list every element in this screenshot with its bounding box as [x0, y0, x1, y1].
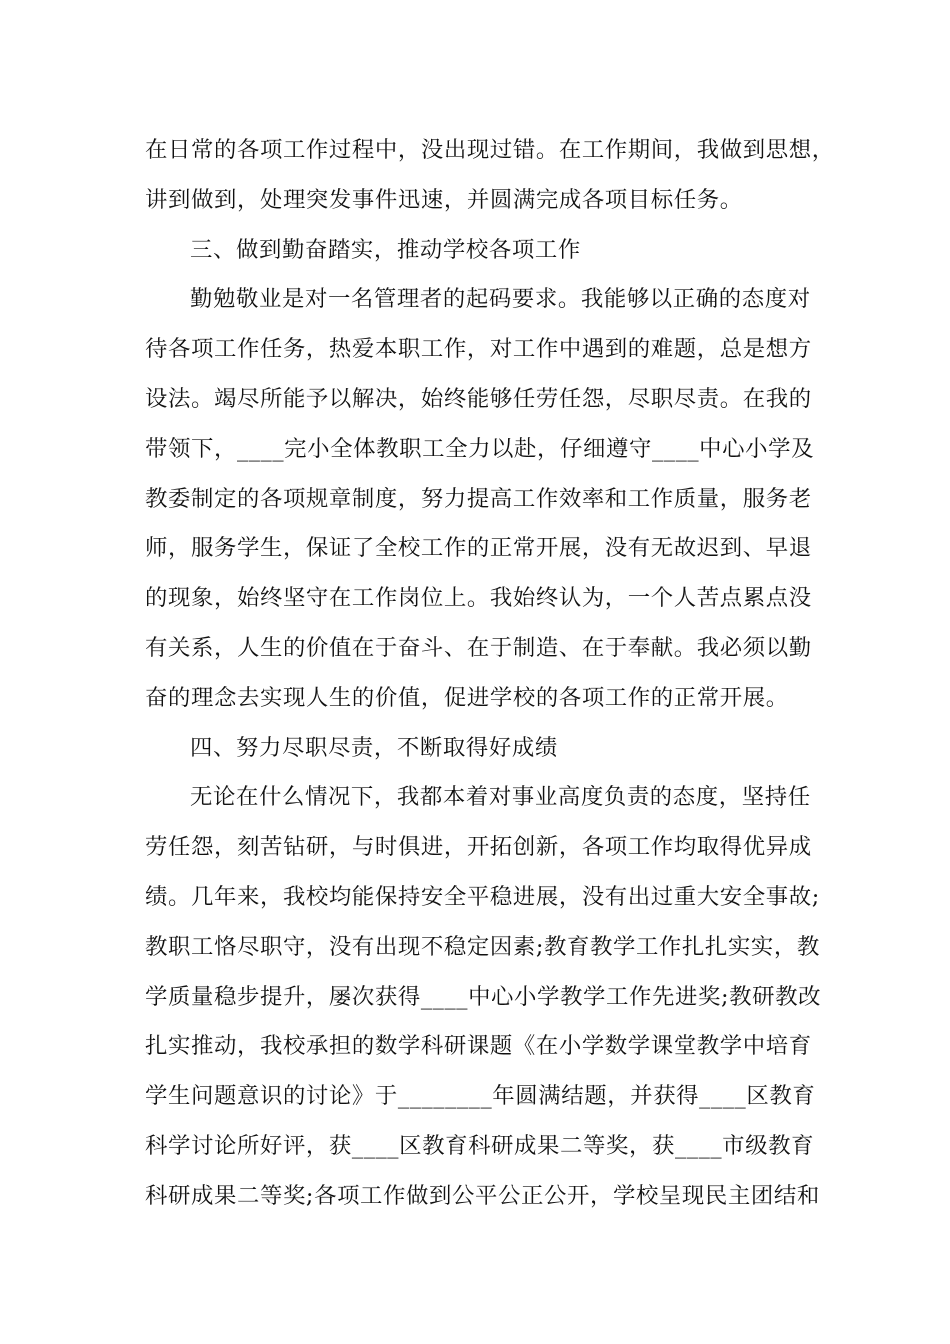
text-line: 有关系，人生的价值在于奋斗、在于制造、在于奉献。我必须以勤 [145, 634, 812, 661]
text-line: 在日常的各项工作过程中，没出现过错。在工作期间，我做到思想， [145, 137, 835, 163]
paragraph-start-line: 三、做到勤奋踏实，推动学校各项工作 [190, 236, 581, 263]
text-line: 讲到做到，处理突发事件迅速，并圆满完成各项目标任务。 [145, 186, 743, 213]
text-line: 教委制定的各项规章制度，努力提高工作效率和工作质量，服务老 [145, 485, 812, 512]
text-line: 教职工恪尽职守，没有出现不稳定因素;教育教学工作扎扎实实，教 [145, 933, 820, 960]
paragraph-start-line: 勤勉敬业是对一名管理者的起码要求。我能够以正确的态度对 [190, 286, 811, 313]
text-line: 奋的理念去实现人生的价值，促进学校的各项工作的正常开展。 [145, 684, 789, 711]
text-line: 待各项工作任务，热爱本职工作，对工作中遇到的难题，总是想方 [145, 336, 812, 363]
text-line: 科学讨论所好评，获____区教育科研成果二等奖，获____市级教育 [145, 1132, 815, 1159]
text-line: 科研成果二等奖;各项工作做到公平公正公开，学校呈现民主团结和 [145, 1182, 820, 1209]
text-line: 劳任怨，刻苦钻研，与时俱进，开拓创新，各项工作均取得优异成 [145, 834, 812, 861]
text-line: 学质量稳步提升，屡次获得____中心小学教学工作先进奖;教研教改 [145, 983, 822, 1010]
text-line: 学生问题意识的讨论》于________年圆满结题，并获得____区教育 [145, 1083, 816, 1110]
text-line: 扎实推动，我校承担的数学科研课题《在小学数学课堂教学中培育 [145, 1033, 812, 1060]
paragraph-start-line: 无论在什么情况下，我都本着对事业高度负责的态度，坚持任 [190, 784, 811, 811]
text-line: 设法。竭尽所能予以解决，始终能够任劳任怨，尽职尽责。在我的 [145, 385, 812, 412]
text-line: 带领下，____完小全体教职工全力以赴，仔细遵守____中心小学及 [145, 435, 815, 462]
text-line: 师，服务学生，保证了全校工作的正常开展，没有无故迟到、早退 [145, 535, 812, 562]
body-text [145, 126, 835, 1222]
text-line: 绩。几年来，我校均能保持安全平稳进展，没有出过重大安全事故; [145, 883, 820, 910]
text-line: 的现象，始终坚守在工作岗位上。我始终认为，一个人苦点累点没 [145, 585, 812, 612]
paragraph-start-line: 四、努力尽职尽责，不断取得好成绩 [190, 734, 558, 761]
